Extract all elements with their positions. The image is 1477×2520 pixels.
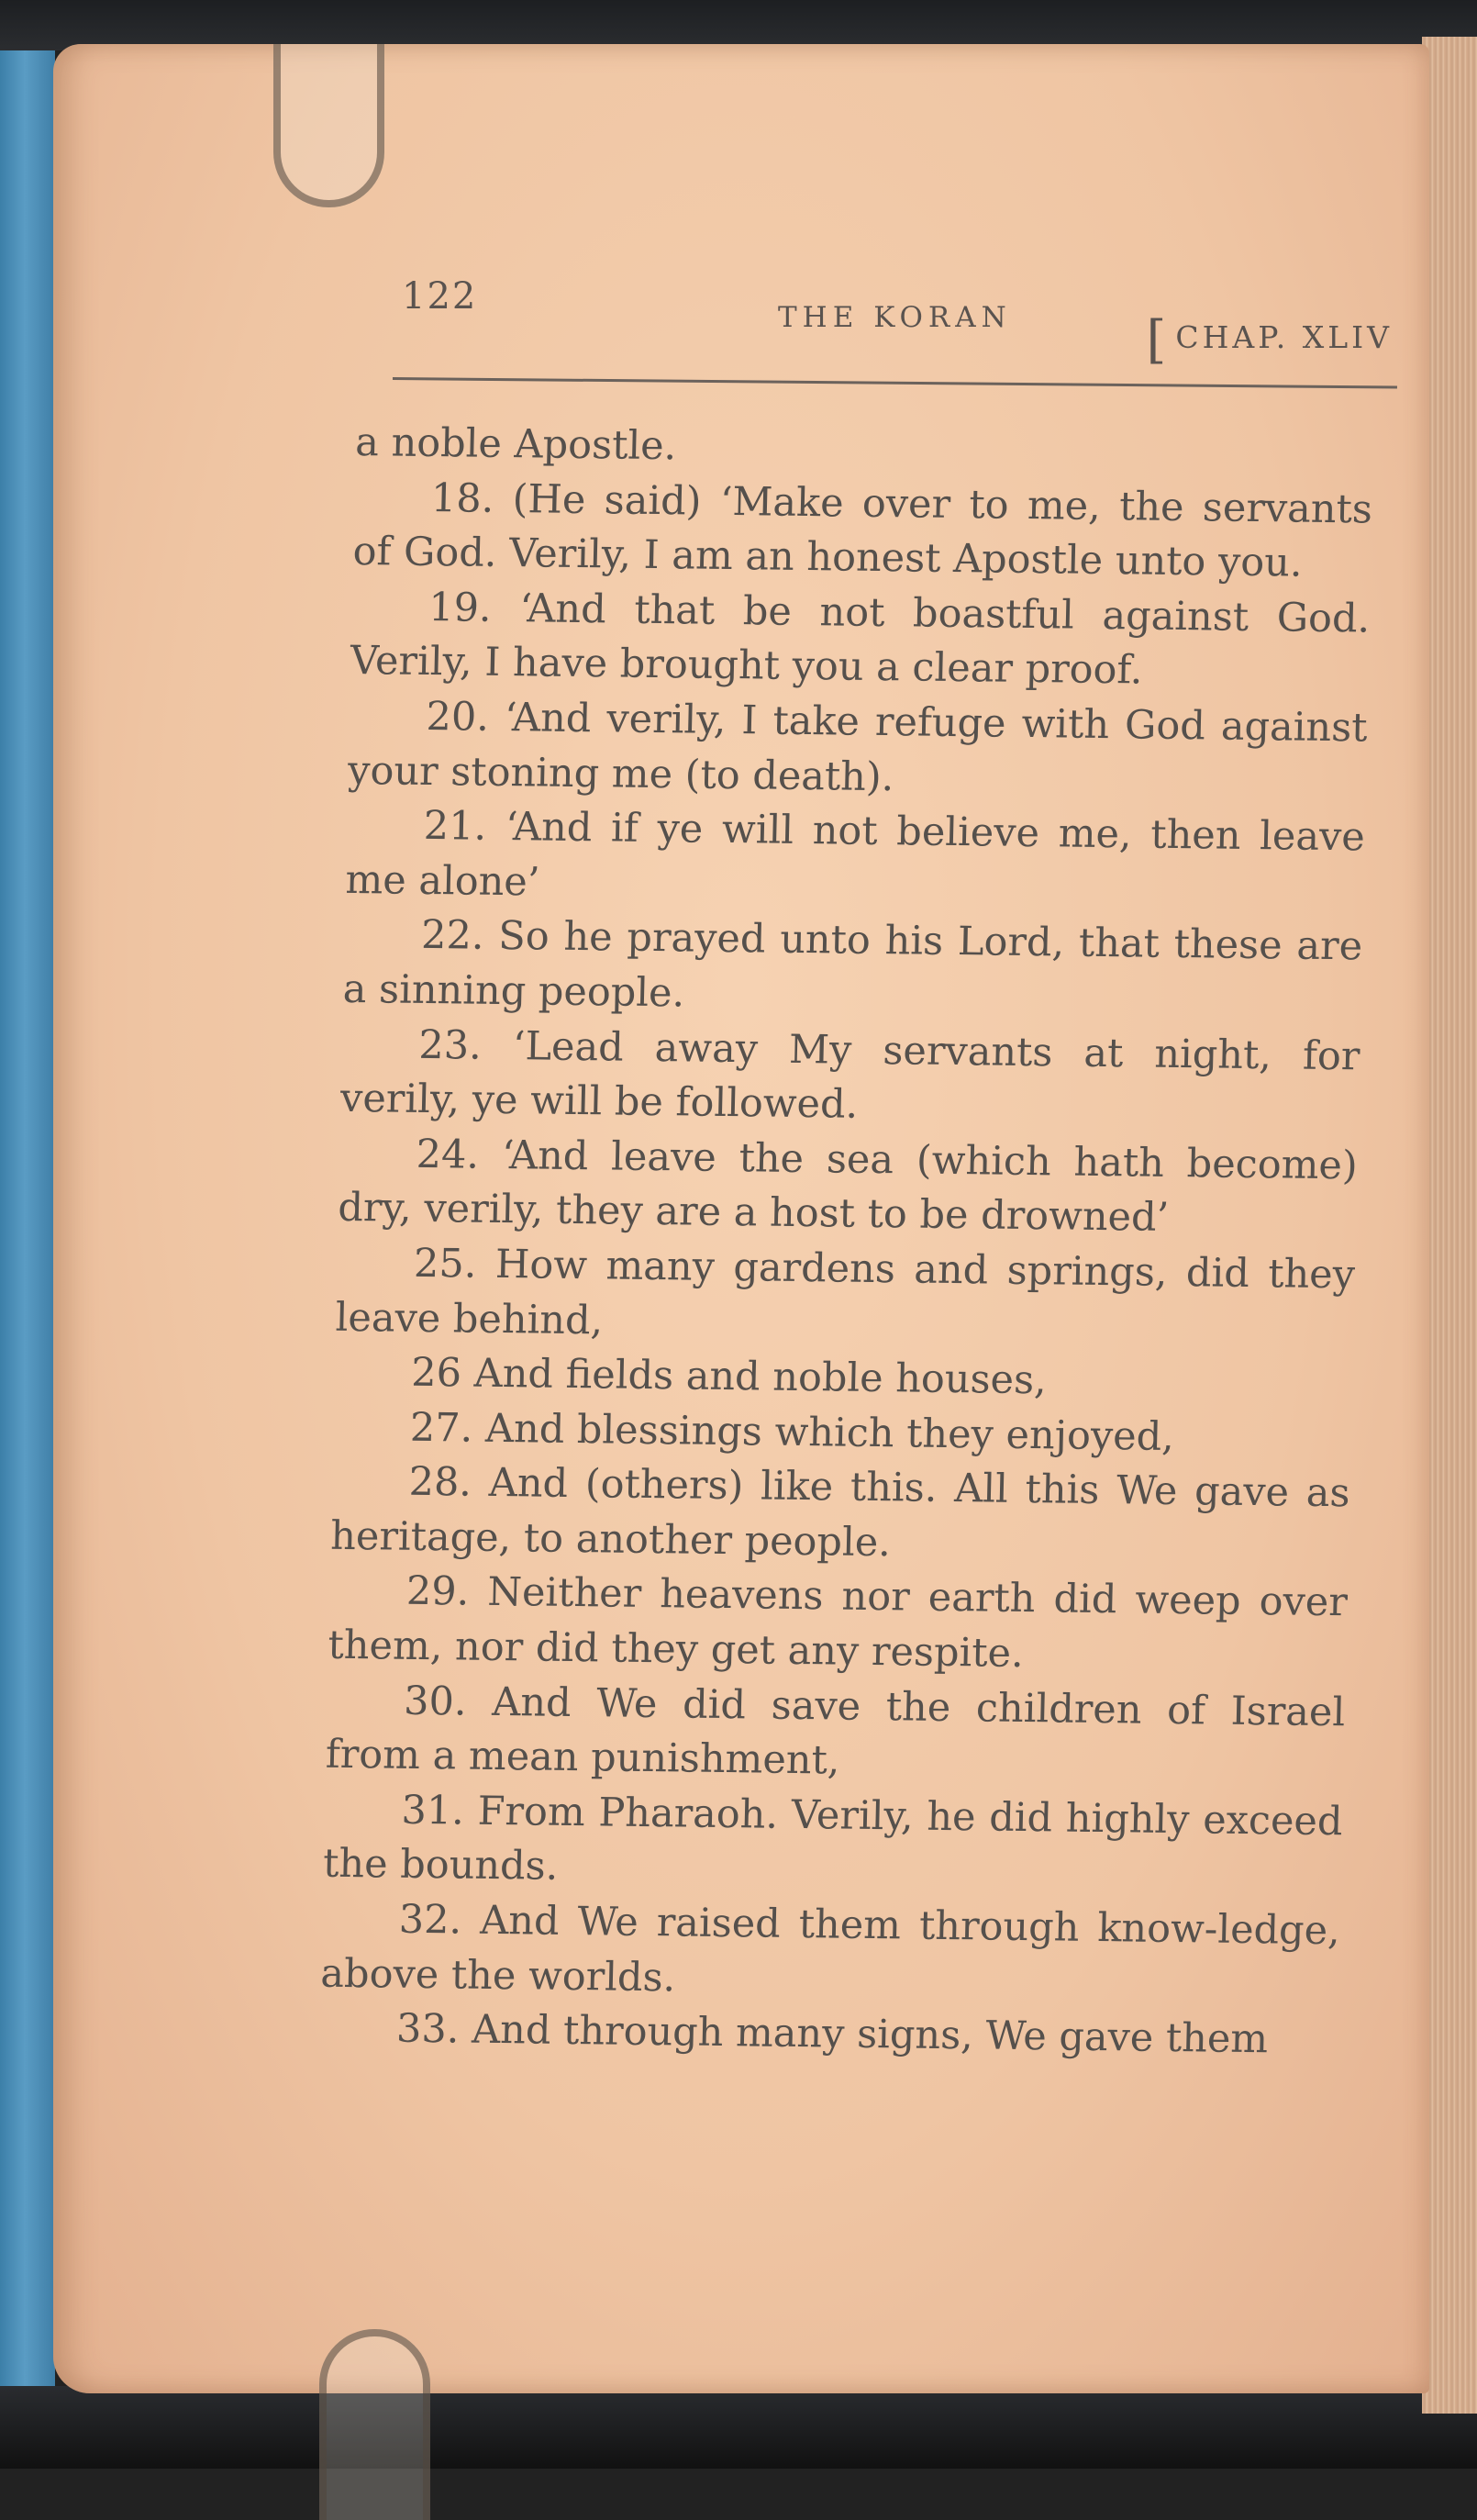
book-cover-bottom	[0, 2386, 1477, 2469]
page-body	[318, 416, 1373, 2068]
verse-31: 31. From Pharaoh. Verily, he did highly exceed the bounds.	[322, 1787, 1344, 1890]
chapter-bracket: [	[1146, 310, 1171, 370]
verse-21: 21. ‘And if ye will not believe me, then leave me alone’	[344, 803, 1366, 906]
chapter-label	[1146, 301, 1394, 370]
verse-33: 33. And through many signs, We gave them	[395, 2005, 1269, 2063]
page-edges	[1422, 37, 1477, 2414]
verse-28: 28. And (others) like this. All this We gave as heritage, to another people.	[329, 1459, 1351, 1567]
verse-29: 29. Neither heavens nor earth did weep over them, nor did they get any respite.	[328, 1568, 1349, 1678]
book-binding	[0, 0, 55, 2469]
verse-30: 30. And We did save the children of Israel from a mean punishment,	[325, 1678, 1346, 1784]
page-clip-bottom	[319, 2329, 430, 2520]
verse-24: 24. ‘And leave the sea (which hath become) dry, verily, they are a host to be drowned’	[337, 1131, 1359, 1242]
verse-26: 26 And fields and noble houses,	[410, 1349, 1048, 1404]
book-cover-top	[0, 0, 1477, 50]
page-header	[402, 275, 1393, 370]
running-title: THE KORAN	[778, 301, 1012, 334]
paragraph: a noble Apostle.	[354, 418, 677, 470]
verse-19: 19. ‘And that be not boastful against God. Verily, I have brought you a clear proof.	[350, 584, 1371, 694]
verse-18: 18. (He said) ‘Make over to me, the servants of God. Verily, I am an honest Apostle unto you.	[352, 474, 1373, 586]
page-number: 122	[402, 275, 478, 318]
verse-20: 20. ‘And verily, I take refuge with God against your stoning me (to death).	[347, 693, 1369, 800]
verse-23: 23. ‘Lead away My servants at night, for verily, ye will be followed.	[339, 1021, 1360, 1128]
header-rule	[393, 377, 1397, 389]
chapter-text: CHAP. XLIV	[1175, 319, 1393, 355]
verse-27: 27. And blessings which they enjoyed,	[409, 1404, 1175, 1460]
verse-32: 32. And We raised them through know-ledge, above the worlds.	[319, 1896, 1341, 2002]
page-clip-top	[273, 44, 384, 207]
verse-22: 22. So he prayed unto his Lord, that these are a sinning people.	[342, 912, 1363, 1017]
verse-25: 25. How many gardens and springs, did they leave behind,	[335, 1240, 1356, 1344]
book-page	[53, 44, 1429, 2393]
